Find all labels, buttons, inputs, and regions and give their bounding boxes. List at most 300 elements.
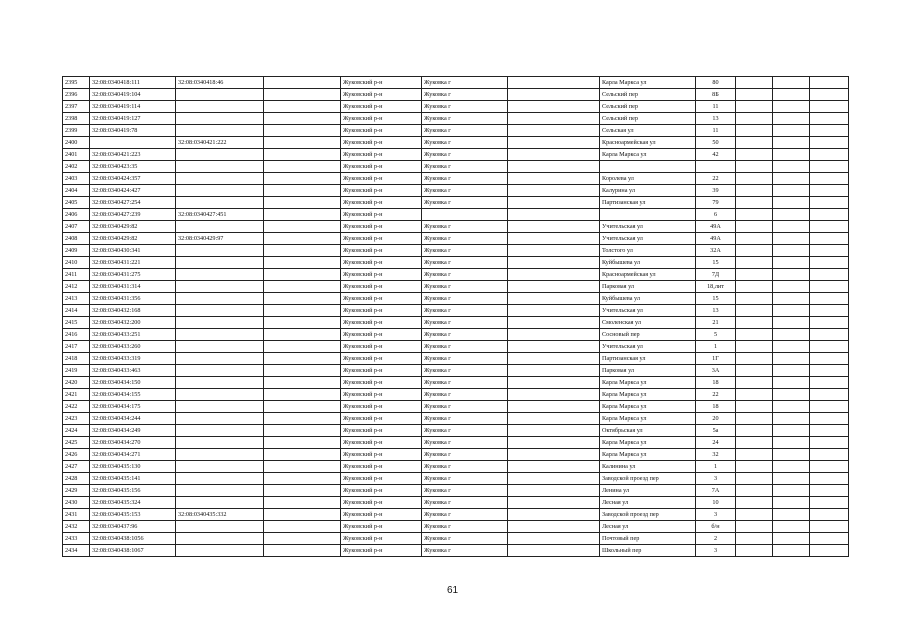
- street-cell: Куйбышева ул: [600, 293, 696, 305]
- street-cell: Карла Маркса ул: [600, 389, 696, 401]
- house-number-cell: 49А: [696, 221, 736, 233]
- cadastral-number-cell: 32:08:0340431:314: [90, 281, 176, 293]
- settlement-cell: Жуковка г: [422, 545, 508, 557]
- cadastral-number-cell: 32:08:0340427:239: [90, 209, 176, 221]
- district-cell: Жуковский р-н: [341, 293, 422, 305]
- street-cell: Учительская ул: [600, 341, 696, 353]
- blank-col-b-cell: [508, 257, 600, 269]
- linked-cadastral-number-cell: [176, 545, 264, 557]
- street-cell: Карла Маркса ул: [600, 377, 696, 389]
- blank-col-d-cell: [773, 269, 810, 281]
- house-number-cell: 3: [696, 545, 736, 557]
- blank-col-b-cell: [508, 137, 600, 149]
- linked-cadastral-number-cell: [176, 257, 264, 269]
- house-number-cell: 3А: [696, 365, 736, 377]
- blank-col-e-cell: [810, 365, 849, 377]
- street-cell: Лесная ул: [600, 497, 696, 509]
- cadastral-number-cell: 32:08:0340434:150: [90, 377, 176, 389]
- district-cell: Жуковский р-н: [341, 389, 422, 401]
- blank-col-c-cell: [736, 269, 773, 281]
- blank-col-a-cell: [264, 185, 341, 197]
- cadastral-number-cell: 32:08:0340438:1056: [90, 533, 176, 545]
- blank-col-e-cell: [810, 305, 849, 317]
- table-row: [63, 125, 849, 137]
- blank-col-b-cell: [508, 353, 600, 365]
- blank-col-c-cell: [736, 461, 773, 473]
- blank-col-d-cell: [773, 521, 810, 533]
- street-cell: Толстого ул: [600, 245, 696, 257]
- blank-col-d-cell: [773, 161, 810, 173]
- blank-col-a-cell: [264, 401, 341, 413]
- street-cell: Партизанская ул: [600, 353, 696, 365]
- cadastral-number-cell: 32:08:0340429:82: [90, 221, 176, 233]
- street-cell: Красноармейская ул: [600, 137, 696, 149]
- blank-col-e-cell: [810, 449, 849, 461]
- blank-col-a-cell: [264, 161, 341, 173]
- cadastral-number-cell: 32:08:0340434:244: [90, 413, 176, 425]
- blank-col-a-cell: [264, 269, 341, 281]
- linked-cadastral-number-cell: 32:08:0340421:222: [176, 137, 264, 149]
- district-cell: Жуковский р-н: [341, 221, 422, 233]
- district-cell: Жуковский р-н: [341, 485, 422, 497]
- cadastral-number-cell: 32:08:0340437:96: [90, 521, 176, 533]
- blank-col-e-cell: [810, 437, 849, 449]
- blank-col-d-cell: [773, 401, 810, 413]
- cadastral-number-cell: 32:08:0340433:463: [90, 365, 176, 377]
- table-row: [63, 449, 849, 461]
- blank-col-d-cell: [773, 413, 810, 425]
- settlement-cell: Жуковка г: [422, 425, 508, 437]
- district-cell: Жуковский р-н: [341, 269, 422, 281]
- cadastral-number-cell: 32:08:0340434:155: [90, 389, 176, 401]
- street-cell: Лесная ул: [600, 521, 696, 533]
- cadastral-number-cell: 32:08:0340433:319: [90, 353, 176, 365]
- row-number-cell: 2427: [63, 461, 90, 473]
- district-cell: Жуковский р-н: [341, 245, 422, 257]
- blank-col-a-cell: [264, 509, 341, 521]
- blank-col-c-cell: [736, 305, 773, 317]
- row-number-cell: 2424: [63, 425, 90, 437]
- linked-cadastral-number-cell: [176, 449, 264, 461]
- street-cell: Сельский пер: [600, 113, 696, 125]
- row-number-cell: 2407: [63, 221, 90, 233]
- settlement-cell: Жуковка г: [422, 449, 508, 461]
- street-cell: Октябрьская ул: [600, 425, 696, 437]
- district-cell: Жуковский р-н: [341, 185, 422, 197]
- linked-cadastral-number-cell: [176, 461, 264, 473]
- house-number-cell: 11: [696, 101, 736, 113]
- table-row: [63, 521, 849, 533]
- linked-cadastral-number-cell: [176, 353, 264, 365]
- table-row: [63, 149, 849, 161]
- blank-col-b-cell: [508, 329, 600, 341]
- cadastral-number-cell: 32:08:0340432:200: [90, 317, 176, 329]
- blank-col-d-cell: [773, 497, 810, 509]
- cadastral-number-cell: 32:08:0340431:275: [90, 269, 176, 281]
- settlement-cell: Жуковка г: [422, 137, 508, 149]
- blank-col-a-cell: [264, 497, 341, 509]
- row-number-cell: 2431: [63, 509, 90, 521]
- blank-col-b-cell: [508, 425, 600, 437]
- row-number-cell: 2423: [63, 413, 90, 425]
- row-number-cell: 2434: [63, 545, 90, 557]
- blank-col-d-cell: [773, 245, 810, 257]
- row-number-cell: 2398: [63, 113, 90, 125]
- blank-col-b-cell: [508, 365, 600, 377]
- settlement-cell: Жуковка г: [422, 185, 508, 197]
- house-number-cell: 1: [696, 341, 736, 353]
- blank-col-e-cell: [810, 353, 849, 365]
- blank-col-c-cell: [736, 317, 773, 329]
- blank-col-e-cell: [810, 101, 849, 113]
- settlement-cell: Жуковка г: [422, 401, 508, 413]
- blank-col-d-cell: [773, 257, 810, 269]
- house-number-cell: 3: [696, 509, 736, 521]
- row-number-cell: 2425: [63, 437, 90, 449]
- settlement-cell: Жуковка г: [422, 365, 508, 377]
- street-cell: Смоленская ул: [600, 317, 696, 329]
- cadastral-number-cell: [90, 137, 176, 149]
- blank-col-d-cell: [773, 545, 810, 557]
- linked-cadastral-number-cell: [176, 497, 264, 509]
- district-cell: Жуковский р-н: [341, 77, 422, 89]
- house-number-cell: 42: [696, 149, 736, 161]
- district-cell: Жуковский р-н: [341, 413, 422, 425]
- linked-cadastral-number-cell: [176, 401, 264, 413]
- settlement-cell: Жуковка г: [422, 497, 508, 509]
- settlement-cell: Жуковка г: [422, 197, 508, 209]
- linked-cadastral-number-cell: [176, 101, 264, 113]
- settlement-cell: Жуковка г: [422, 533, 508, 545]
- linked-cadastral-number-cell: [176, 425, 264, 437]
- blank-col-a-cell: [264, 113, 341, 125]
- district-cell: Жуковский р-н: [341, 89, 422, 101]
- house-number-cell: 20: [696, 413, 736, 425]
- blank-col-a-cell: [264, 149, 341, 161]
- blank-col-b-cell: [508, 161, 600, 173]
- table-row: [63, 161, 849, 173]
- row-number-cell: 2428: [63, 473, 90, 485]
- blank-col-b-cell: [508, 281, 600, 293]
- district-cell: Жуковский р-н: [341, 161, 422, 173]
- street-cell: [600, 161, 696, 173]
- blank-col-b-cell: [508, 173, 600, 185]
- linked-cadastral-number-cell: [176, 125, 264, 137]
- blank-col-e-cell: [810, 341, 849, 353]
- street-cell: Школьный пер: [600, 545, 696, 557]
- blank-col-a-cell: [264, 209, 341, 221]
- blank-col-c-cell: [736, 473, 773, 485]
- district-cell: Жуковский р-н: [341, 353, 422, 365]
- cadastral-number-cell: 32:08:0340424:427: [90, 185, 176, 197]
- cadastral-number-cell: 32:08:0340438:1067: [90, 545, 176, 557]
- settlement-cell: Жуковка г: [422, 461, 508, 473]
- blank-col-b-cell: [508, 209, 600, 221]
- blank-col-e-cell: [810, 521, 849, 533]
- blank-col-c-cell: [736, 185, 773, 197]
- blank-col-e-cell: [810, 545, 849, 557]
- district-cell: Жуковский р-н: [341, 461, 422, 473]
- row-number-cell: 2401: [63, 149, 90, 161]
- settlement-cell: Жуковка г: [422, 329, 508, 341]
- blank-col-b-cell: [508, 545, 600, 557]
- blank-col-a-cell: [264, 317, 341, 329]
- blank-col-c-cell: [736, 233, 773, 245]
- street-cell: Сельский пер: [600, 89, 696, 101]
- blank-col-c-cell: [736, 329, 773, 341]
- house-number-cell: 24: [696, 437, 736, 449]
- settlement-cell: Жуковка г: [422, 509, 508, 521]
- blank-col-a-cell: [264, 365, 341, 377]
- blank-col-b-cell: [508, 245, 600, 257]
- blank-col-d-cell: [773, 389, 810, 401]
- blank-col-d-cell: [773, 341, 810, 353]
- district-cell: Жуковский р-н: [341, 197, 422, 209]
- row-number-cell: 2402: [63, 161, 90, 173]
- blank-col-e-cell: [810, 173, 849, 185]
- row-number-cell: 2397: [63, 101, 90, 113]
- blank-col-e-cell: [810, 221, 849, 233]
- district-cell: Жуковский р-н: [341, 521, 422, 533]
- blank-col-c-cell: [736, 209, 773, 221]
- house-number-cell: 3: [696, 473, 736, 485]
- blank-col-c-cell: [736, 77, 773, 89]
- blank-col-d-cell: [773, 233, 810, 245]
- blank-col-e-cell: [810, 245, 849, 257]
- district-cell: Жуковский р-н: [341, 113, 422, 125]
- row-number-cell: 2411: [63, 269, 90, 281]
- settlement-cell: [422, 209, 508, 221]
- street-cell: Карла Маркса ул: [600, 149, 696, 161]
- blank-col-e-cell: [810, 425, 849, 437]
- street-cell: Куйбышева ул: [600, 257, 696, 269]
- linked-cadastral-number-cell: [176, 413, 264, 425]
- house-number-cell: 7Д: [696, 269, 736, 281]
- district-cell: Жуковский р-н: [341, 401, 422, 413]
- blank-col-a-cell: [264, 533, 341, 545]
- blank-col-a-cell: [264, 353, 341, 365]
- blank-col-c-cell: [736, 437, 773, 449]
- blank-col-e-cell: [810, 77, 849, 89]
- table-row: [63, 293, 849, 305]
- linked-cadastral-number-cell: [176, 293, 264, 305]
- linked-cadastral-number-cell: [176, 329, 264, 341]
- blank-col-a-cell: [264, 197, 341, 209]
- house-number-cell: 49А: [696, 233, 736, 245]
- blank-col-d-cell: [773, 305, 810, 317]
- row-number-cell: 2409: [63, 245, 90, 257]
- blank-col-b-cell: [508, 449, 600, 461]
- district-cell: Жуковский р-н: [341, 281, 422, 293]
- cadastral-number-cell: 32:08:0340433:260: [90, 341, 176, 353]
- cadastral-number-cell: 32:08:0340419:114: [90, 101, 176, 113]
- blank-col-a-cell: [264, 125, 341, 137]
- blank-col-d-cell: [773, 425, 810, 437]
- row-number-cell: 2429: [63, 485, 90, 497]
- cadastral-number-cell: 32:08:0340432:168: [90, 305, 176, 317]
- blank-col-b-cell: [508, 389, 600, 401]
- district-cell: Жуковский р-н: [341, 437, 422, 449]
- blank-col-d-cell: [773, 365, 810, 377]
- row-number-cell: 2408: [63, 233, 90, 245]
- house-number-cell: 13: [696, 305, 736, 317]
- linked-cadastral-number-cell: [176, 341, 264, 353]
- cadastral-number-cell: 32:08:0340431:221: [90, 257, 176, 269]
- settlement-cell: Жуковка г: [422, 281, 508, 293]
- blank-col-b-cell: [508, 497, 600, 509]
- cadastral-number-cell: 32:08:0340430:341: [90, 245, 176, 257]
- settlement-cell: Жуковка г: [422, 317, 508, 329]
- blank-col-b-cell: [508, 101, 600, 113]
- blank-col-c-cell: [736, 173, 773, 185]
- table-row: [63, 317, 849, 329]
- blank-col-b-cell: [508, 473, 600, 485]
- blank-col-e-cell: [810, 281, 849, 293]
- settlement-cell: Жуковка г: [422, 353, 508, 365]
- cadastral-number-cell: 32:08:0340431:356: [90, 293, 176, 305]
- linked-cadastral-number-cell: [176, 377, 264, 389]
- blank-col-a-cell: [264, 329, 341, 341]
- blank-col-e-cell: [810, 461, 849, 473]
- row-number-cell: 2415: [63, 317, 90, 329]
- settlement-cell: Жуковка г: [422, 413, 508, 425]
- district-cell: Жуковский р-н: [341, 329, 422, 341]
- blank-col-b-cell: [508, 269, 600, 281]
- blank-col-e-cell: [810, 293, 849, 305]
- linked-cadastral-number-cell: [176, 533, 264, 545]
- settlement-cell: Жуковка г: [422, 89, 508, 101]
- row-number-cell: 2432: [63, 521, 90, 533]
- blank-col-a-cell: [264, 521, 341, 533]
- table-row: [63, 89, 849, 101]
- table-row: [63, 233, 849, 245]
- blank-col-b-cell: [508, 377, 600, 389]
- house-number-cell: 79: [696, 197, 736, 209]
- cadastral-number-cell: 32:08:0340434:249: [90, 425, 176, 437]
- row-number-cell: 2399: [63, 125, 90, 137]
- blank-col-b-cell: [508, 149, 600, 161]
- table-row: [63, 365, 849, 377]
- blank-col-d-cell: [773, 461, 810, 473]
- row-number-cell: 2412: [63, 281, 90, 293]
- table-row: [63, 533, 849, 545]
- blank-col-b-cell: [508, 185, 600, 197]
- street-cell: Учительская ул: [600, 221, 696, 233]
- blank-col-b-cell: [508, 437, 600, 449]
- blank-col-c-cell: [736, 449, 773, 461]
- house-number-cell: 1Г: [696, 353, 736, 365]
- district-cell: Жуковский р-н: [341, 365, 422, 377]
- blank-col-b-cell: [508, 77, 600, 89]
- blank-col-b-cell: [508, 461, 600, 473]
- street-cell: Учительская ул: [600, 305, 696, 317]
- linked-cadastral-number-cell: [176, 437, 264, 449]
- linked-cadastral-number-cell: [176, 473, 264, 485]
- linked-cadastral-number-cell: [176, 281, 264, 293]
- street-cell: Калурина ул: [600, 185, 696, 197]
- blank-col-a-cell: [264, 449, 341, 461]
- blank-col-c-cell: [736, 341, 773, 353]
- cadastral-number-cell: 32:08:0340429:82: [90, 233, 176, 245]
- blank-col-e-cell: [810, 485, 849, 497]
- blank-col-a-cell: [264, 233, 341, 245]
- row-number-cell: 2395: [63, 77, 90, 89]
- blank-col-a-cell: [264, 545, 341, 557]
- table-row: [63, 173, 849, 185]
- blank-col-b-cell: [508, 401, 600, 413]
- district-cell: Жуковский р-н: [341, 233, 422, 245]
- cadastral-number-cell: 32:08:0340418:111: [90, 77, 176, 89]
- settlement-cell: Жуковка г: [422, 125, 508, 137]
- settlement-cell: Жуковка г: [422, 233, 508, 245]
- table-row: [63, 101, 849, 113]
- house-number-cell: 39: [696, 185, 736, 197]
- street-cell: Сельская ул: [600, 125, 696, 137]
- district-cell: Жуковский р-н: [341, 101, 422, 113]
- blank-col-a-cell: [264, 137, 341, 149]
- street-cell: Учительская ул: [600, 233, 696, 245]
- street-cell: Сосновый пер: [600, 329, 696, 341]
- linked-cadastral-number-cell: [176, 113, 264, 125]
- linked-cadastral-number-cell: [176, 161, 264, 173]
- table-row: [63, 389, 849, 401]
- blank-col-b-cell: [508, 509, 600, 521]
- blank-col-c-cell: [736, 497, 773, 509]
- row-number-cell: 2419: [63, 365, 90, 377]
- cadastral-number-cell: 32:08:0340419:78: [90, 125, 176, 137]
- blank-col-c-cell: [736, 197, 773, 209]
- blank-col-d-cell: [773, 125, 810, 137]
- blank-col-e-cell: [810, 497, 849, 509]
- blank-col-e-cell: [810, 509, 849, 521]
- linked-cadastral-number-cell: [176, 305, 264, 317]
- district-cell: Жуковский р-н: [341, 425, 422, 437]
- street-cell: Карла Маркса ул: [600, 413, 696, 425]
- row-number-cell: 2430: [63, 497, 90, 509]
- blank-col-e-cell: [810, 329, 849, 341]
- blank-col-d-cell: [773, 113, 810, 125]
- blank-col-c-cell: [736, 161, 773, 173]
- table-row: [63, 353, 849, 365]
- table-row: [63, 425, 849, 437]
- settlement-cell: Жуковка г: [422, 113, 508, 125]
- street-cell: Калинина ул: [600, 461, 696, 473]
- linked-cadastral-number-cell: [176, 185, 264, 197]
- blank-col-b-cell: [508, 89, 600, 101]
- table-row: [63, 509, 849, 521]
- settlement-cell: Жуковка г: [422, 269, 508, 281]
- cadastral-number-cell: 32:08:0340419:104: [90, 89, 176, 101]
- house-number-cell: 32: [696, 449, 736, 461]
- blank-col-a-cell: [264, 293, 341, 305]
- cadastral-number-cell: 32:08:0340427:254: [90, 197, 176, 209]
- blank-col-b-cell: [508, 521, 600, 533]
- row-number-cell: 2413: [63, 293, 90, 305]
- blank-col-b-cell: [508, 113, 600, 125]
- house-number-cell: 18,лит: [696, 281, 736, 293]
- blank-col-c-cell: [736, 125, 773, 137]
- house-number-cell: 15: [696, 257, 736, 269]
- house-number-cell: 22: [696, 173, 736, 185]
- cadastral-number-cell: 32:08:0340435:141: [90, 473, 176, 485]
- linked-cadastral-number-cell: [176, 317, 264, 329]
- house-number-cell: 50: [696, 137, 736, 149]
- house-number-cell: 80: [696, 77, 736, 89]
- district-cell: Жуковский р-н: [341, 473, 422, 485]
- row-number-cell: 2420: [63, 377, 90, 389]
- district-cell: Жуковский р-н: [341, 317, 422, 329]
- house-number-cell: 22: [696, 389, 736, 401]
